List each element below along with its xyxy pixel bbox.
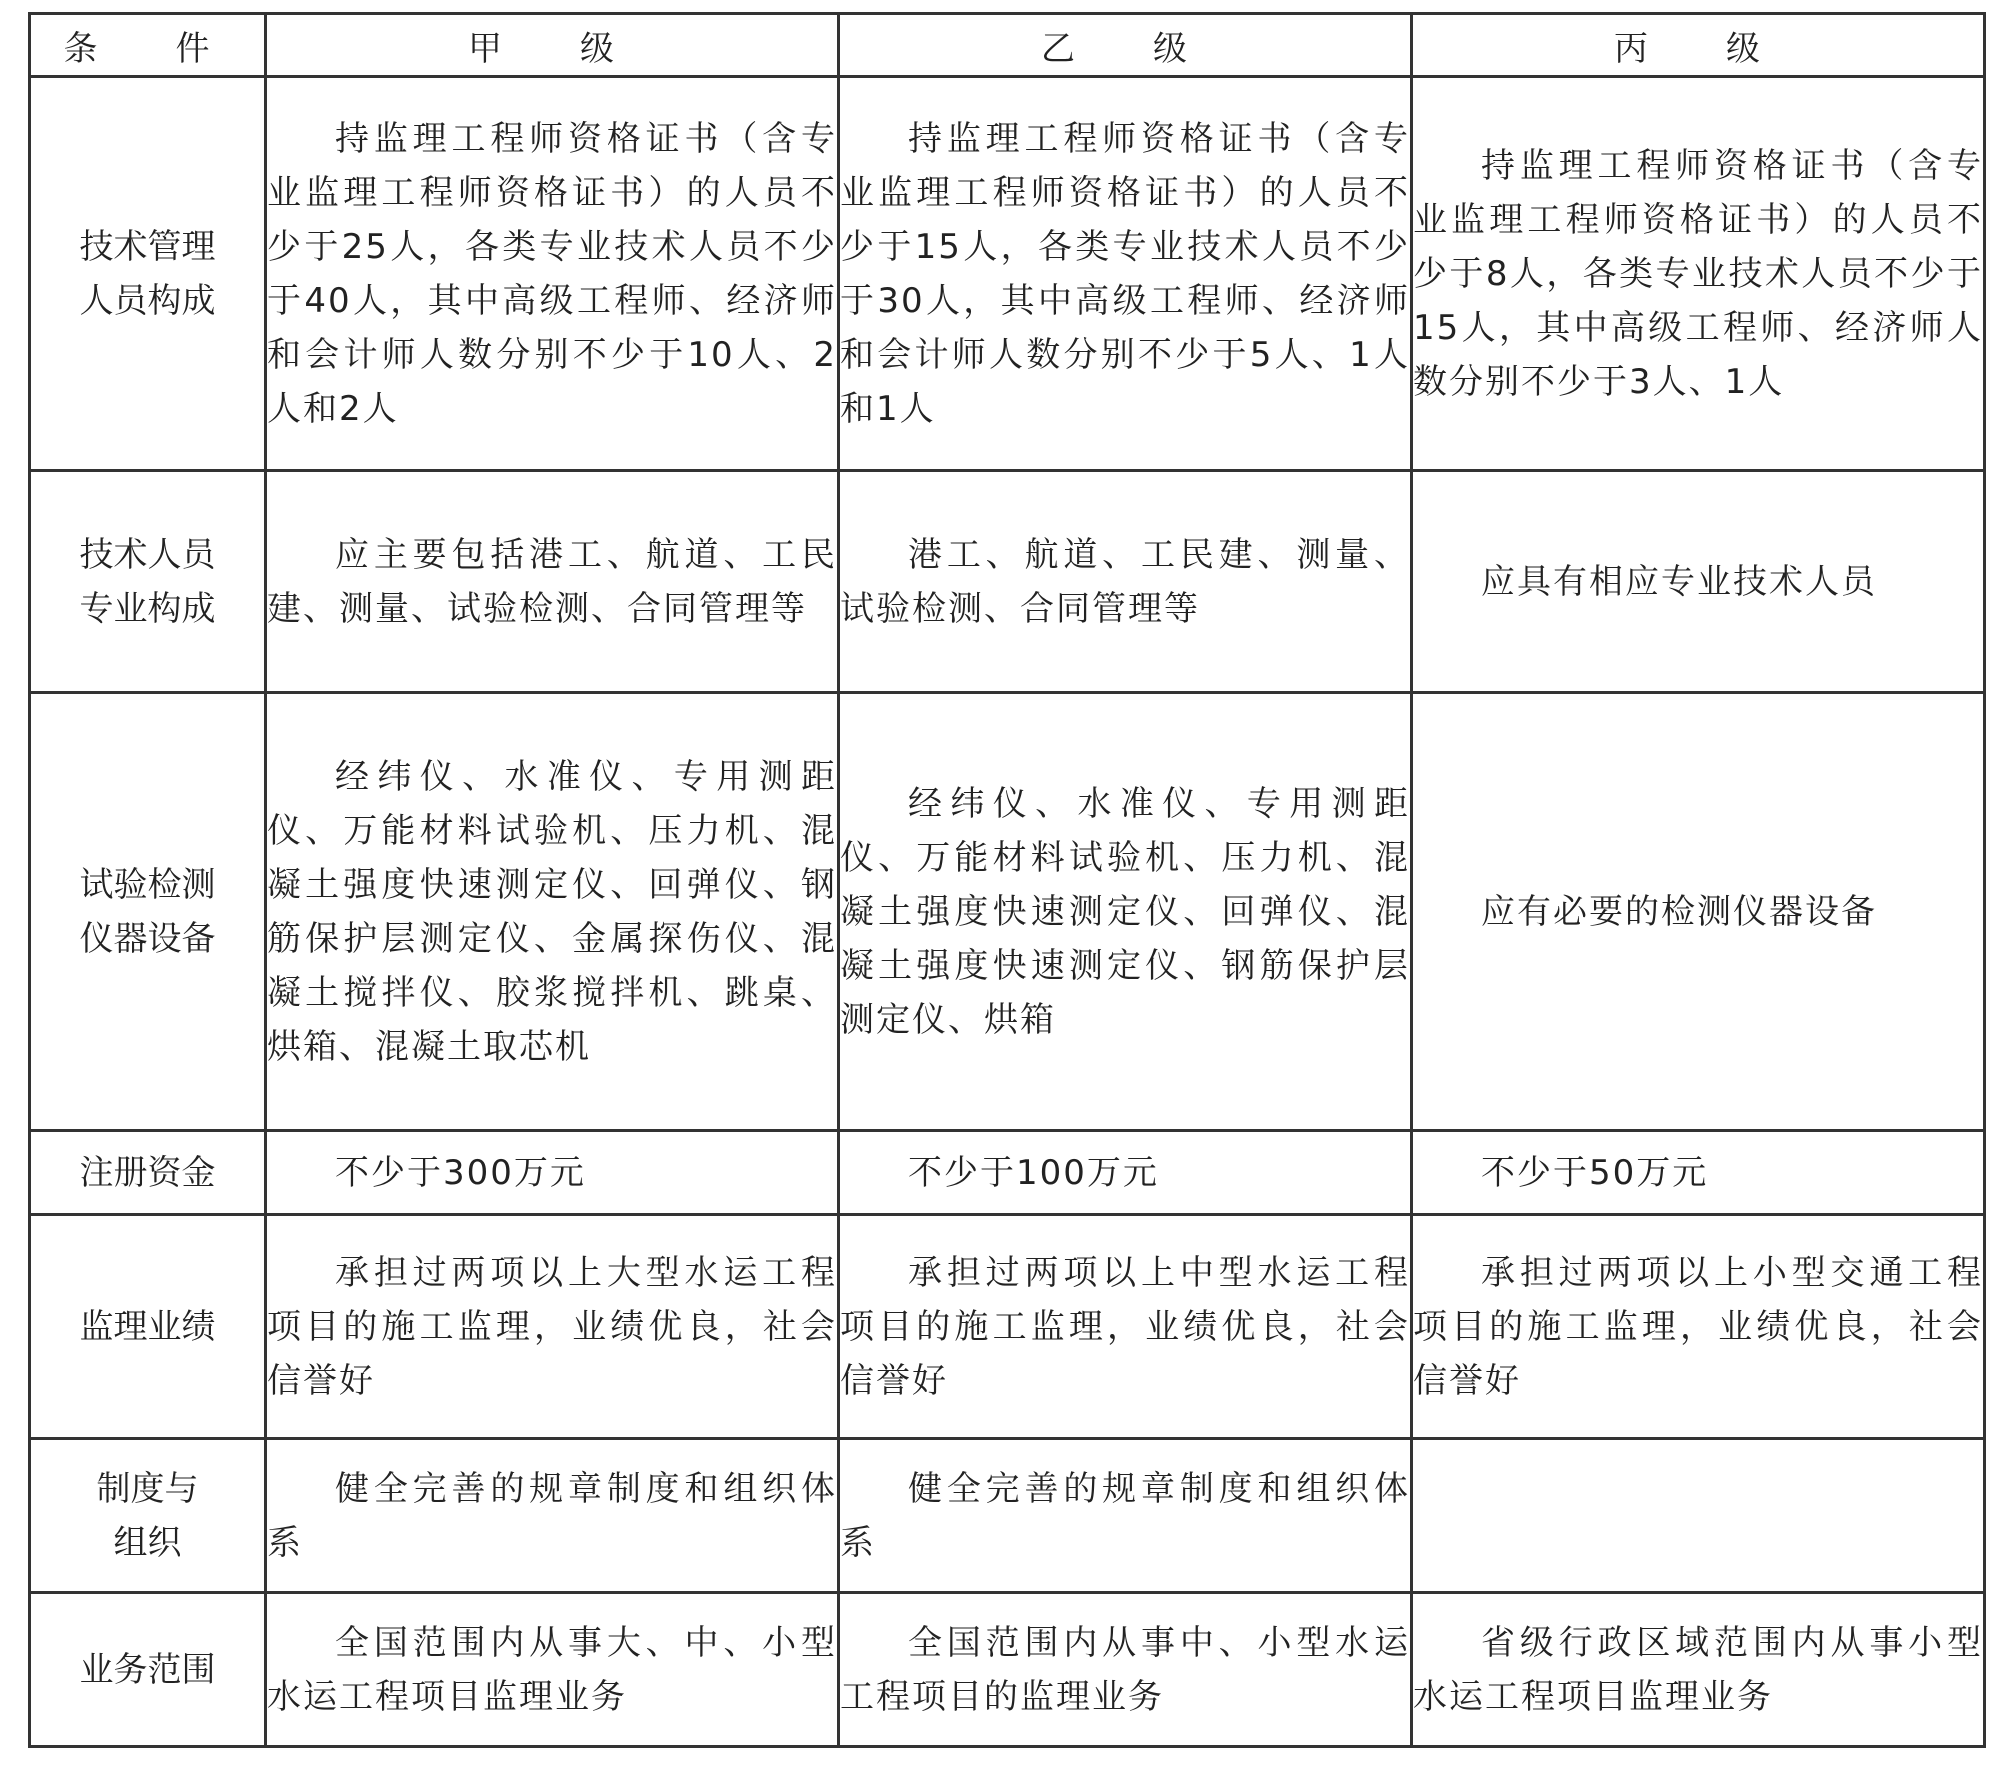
cell-grade-c (1412, 471, 1985, 693)
cell-text: 持监理工程师资格证书（含专业监理工程师资格证书）的人员不少于8人，各类专业技术人员不少于15人，其中高级工程师、经济师人数分别不少于3人、1人 (1413, 145, 1983, 402)
cell-text: 应主要包括港工、航道、工民建、测量、试验检测、合同管理等 (267, 534, 837, 629)
cell-text: 健全完善的规章制度和组织体系 (840, 1468, 1410, 1563)
cell-grade-b (839, 1439, 1412, 1593)
table-row (30, 1593, 1985, 1747)
header-row (30, 14, 1985, 77)
cell-grade-b (839, 471, 1412, 693)
cell-grade-b (839, 1215, 1412, 1439)
row-label (30, 1439, 266, 1593)
header-grade-b: 乙 级 (839, 14, 1412, 77)
cell-text: 应具有相应专业技术人员 (1481, 561, 1877, 602)
row-label-text: 技术管理人员构成 (79, 226, 216, 321)
cell-grade-a (266, 693, 839, 1131)
row-label (30, 1593, 266, 1747)
cell-text: 港工、航道、工民建、测量、试验检测、合同管理等 (840, 534, 1410, 629)
cell-text: 承担过两项以上大型水运工程项目的施工监理，业绩优良，社会信誉好 (267, 1252, 837, 1401)
cell-grade-c (1412, 1131, 1985, 1215)
cell-text: 持监理工程师资格证书（含专业监理工程师资格证书）的人员不少于15人，各类专业技术人员不少于30人，其中高级工程师、经济师和会计师人数分别不少于5人、1人和1人 (840, 118, 1410, 429)
row-label (30, 77, 266, 471)
table-row (30, 471, 1985, 693)
row-label-text: 试验检测仪器设备 (79, 864, 216, 959)
row-label (30, 1131, 266, 1215)
row-label (30, 693, 266, 1131)
table-row (30, 693, 1985, 1131)
cell-text: 应有必要的检测仪器设备 (1481, 891, 1877, 932)
table-row (30, 1215, 1985, 1439)
cell-grade-a (266, 1593, 839, 1747)
cell-text: 不少于300万元 (335, 1152, 586, 1193)
cell-grade-c (1412, 1215, 1985, 1439)
cell-grade-b (839, 1593, 1412, 1747)
row-label-text: 制度与组织 (96, 1468, 199, 1563)
row-label-text: 监理业绩 (79, 1306, 216, 1347)
cell-text: 经纬仪、水准仪、专用测距仪、万能材料试验机、压力机、混凝土强度快速测定仪、回弹仪、钢筋保护层测定仪、金属探伤仪、混凝土搅拌仪、胶浆搅拌机、跳桌、烘箱、混凝土取芯机 (267, 756, 837, 1067)
cell-grade-c (1412, 1593, 1985, 1747)
header-grade-a: 甲 级 (266, 14, 839, 77)
cell-grade-c (1412, 77, 1985, 471)
header-condition: 条 件 (30, 14, 266, 77)
row-label (30, 1215, 266, 1439)
cell-text: 不少于50万元 (1481, 1152, 1709, 1193)
cell-grade-b (839, 77, 1412, 471)
cell-grade-b (839, 693, 1412, 1131)
table-row (30, 77, 1985, 471)
row-label (30, 471, 266, 693)
cell-text: 省级行政区域范围内从事小型水运工程项目监理业务 (1413, 1622, 1983, 1717)
qualification-table (28, 12, 1986, 1748)
cell-text: 全国范围内从事中、小型水运工程项目的监理业务 (840, 1622, 1410, 1717)
cell-text: 全国范围内从事大、中、小型水运工程项目监理业务 (267, 1622, 837, 1717)
row-label-text: 注册资金 (79, 1152, 216, 1193)
cell-grade-a (266, 1439, 839, 1593)
cell-grade-c (1412, 693, 1985, 1131)
cell-text: 持监理工程师资格证书（含专业监理工程师资格证书）的人员不少于25人，各类专业技术人员不少于40人，其中高级工程师、经济师和会计师人数分别不少于10人、2人和2人 (267, 118, 837, 429)
cell-grade-a (266, 1131, 839, 1215)
table-row (30, 1439, 1985, 1593)
cell-grade-c (1412, 1439, 1985, 1593)
cell-grade-a (266, 1215, 839, 1439)
cell-text: 健全完善的规章制度和组织体系 (267, 1468, 837, 1563)
table-row (30, 1131, 1985, 1215)
header-grade-c: 丙 级 (1412, 14, 1985, 77)
row-label-text: 业务范围 (79, 1649, 216, 1690)
cell-grade-b (839, 1131, 1412, 1215)
cell-grade-a (266, 77, 839, 471)
cell-text: 承担过两项以上中型水运工程项目的施工监理，业绩优良，社会信誉好 (840, 1252, 1410, 1401)
cell-text: 承担过两项以上小型交通工程项目的施工监理，业绩优良，社会信誉好 (1413, 1252, 1983, 1401)
cell-text: 经纬仪、水准仪、专用测距仪、万能材料试验机、压力机、混凝土强度快速测定仪、回弹仪、混凝土强度快速测定仪、钢筋保护层测定仪、烘箱 (840, 783, 1410, 1040)
row-label-text: 技术人员专业构成 (79, 534, 216, 629)
cell-grade-a (266, 471, 839, 693)
cell-text: 不少于100万元 (908, 1152, 1159, 1193)
